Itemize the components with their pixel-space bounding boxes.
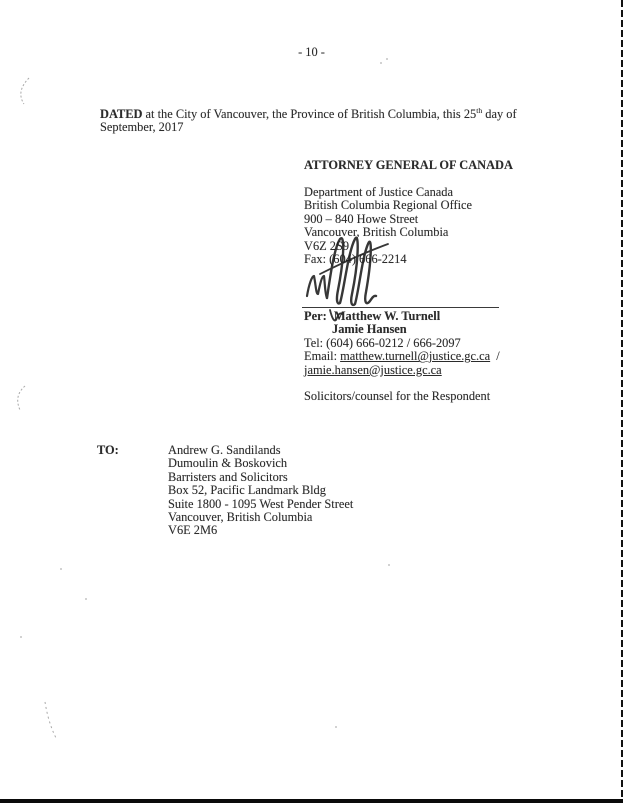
scan-speck [335, 726, 337, 728]
respondent-address-line: Department of Justice Canada [304, 185, 453, 199]
email-address-1: matthew.turnell@justice.gc.ca [340, 349, 491, 364]
to-address-line: Dumoulin & Boskovich [168, 456, 288, 471]
dated-paragraph-line-2: September, 2017 [100, 120, 184, 135]
to-postal-code: V6E 2M6 [168, 523, 218, 538]
telephone-line: Tel: (604) 666-0212 / 666-2097 [304, 336, 461, 350]
signatory-name-1: Matthew W. Turnell [333, 309, 441, 323]
dated-paragraph-line-1 [100, 105, 517, 121]
scan-speck [85, 598, 87, 600]
respondent-address-line: British Columbia Regional Office [304, 198, 473, 213]
to-address-line: Vancouver, British Columbia [168, 510, 313, 524]
signature-line [302, 307, 499, 308]
email-separator: / [496, 349, 500, 364]
respondent-address-line: 900 – 840 Howe Street [304, 211, 419, 226]
email-line-1 [304, 350, 500, 363]
respondent-postal-code: V6Z 2S9 [304, 238, 350, 253]
dated-ordinal-suffix: th [476, 105, 483, 115]
signatory-name-2: Jamie Hansen [332, 322, 407, 337]
dated-text: at the City of Vancouver, the Province of British Columbia, this 25 [142, 107, 477, 121]
page-number: - 10 - [298, 45, 325, 59]
email-line-2 [304, 364, 442, 377]
scan-edge-bottom [0, 799, 623, 803]
per-line [304, 310, 440, 323]
per-label: Per: [304, 309, 327, 323]
to-address-line: Barristers and Solicitors [168, 469, 288, 484]
scan-mark-squiggle [16, 76, 32, 106]
scan-mark-squiggle [42, 700, 58, 740]
to-address-line: Suite 1800 - 1095 West Pender Street [168, 496, 354, 511]
scan-mark-squiggle [14, 384, 30, 412]
to-label: TO: [97, 443, 119, 457]
respondent-address-line: Vancouver, British Columbia [304, 225, 449, 240]
email-address-2: jamie.hansen@justice.gc.ca [304, 362, 442, 377]
scan-speck [20, 636, 22, 638]
scan-speck [388, 564, 390, 566]
scan-speck [380, 62, 382, 64]
dated-text-tail: day of [482, 107, 517, 121]
scan-speck [60, 568, 62, 570]
counsel-role-line: Solicitors/counsel for the Respondent [304, 389, 491, 403]
to-address-line: Box 52, Pacific Landmark Bldg [168, 483, 326, 498]
respondent-fax-line: Fax: (604) 666-2214 [304, 252, 407, 266]
respondent-heading: ATTORNEY GENERAL OF CANADA [304, 158, 513, 172]
to-address-line: Andrew G. Sandilands [168, 443, 281, 457]
scan-speck [386, 58, 388, 60]
dated-label: DATED [100, 107, 143, 121]
email-label: Email: [304, 349, 338, 364]
